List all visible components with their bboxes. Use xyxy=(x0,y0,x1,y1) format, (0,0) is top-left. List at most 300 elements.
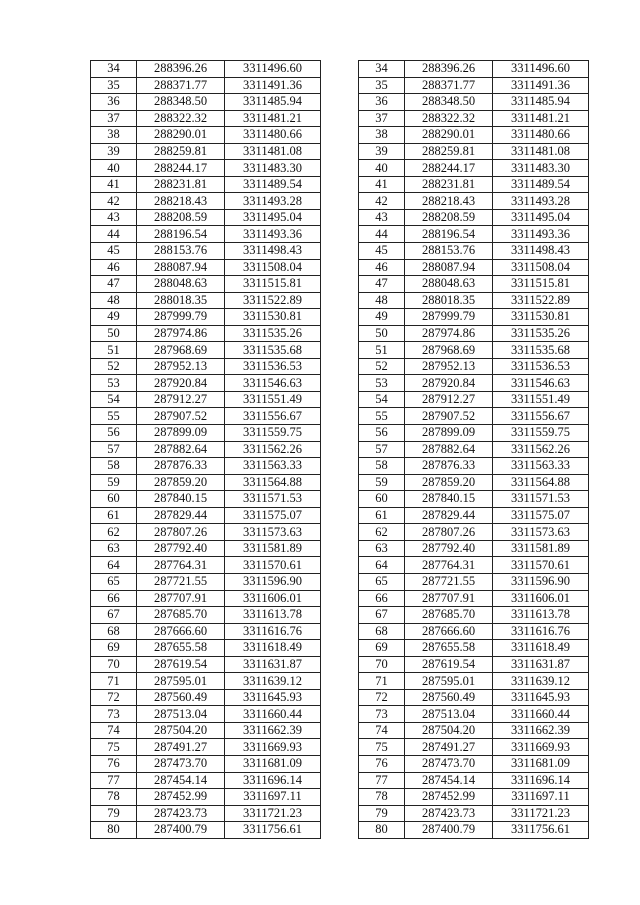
point-number-cell: 66 xyxy=(91,590,137,607)
table-row xyxy=(91,755,321,772)
point-number-cell: 71 xyxy=(359,673,405,690)
x-coordinate-cell: 287952.13 xyxy=(137,358,225,375)
point-number-cell: 34 xyxy=(359,61,405,78)
x-coordinate-cell: 287907.52 xyxy=(137,408,225,425)
point-number-cell: 68 xyxy=(359,623,405,640)
table-row xyxy=(91,193,321,210)
x-coordinate-cell: 287666.60 xyxy=(405,623,493,640)
x-coordinate-cell: 288153.76 xyxy=(137,243,225,260)
table-row xyxy=(359,325,589,342)
point-number-cell: 42 xyxy=(359,193,405,210)
x-coordinate-cell: 288371.77 xyxy=(137,77,225,94)
table-row xyxy=(91,491,321,508)
point-number-cell: 56 xyxy=(359,425,405,442)
point-number-cell: 72 xyxy=(91,689,137,706)
point-number-cell: 43 xyxy=(91,209,137,226)
table-row xyxy=(359,243,589,260)
table-row xyxy=(91,590,321,607)
point-number-cell: 78 xyxy=(359,789,405,806)
table-row xyxy=(359,176,589,193)
table-row xyxy=(91,656,321,673)
x-coordinate-cell: 288259.81 xyxy=(137,143,225,160)
table-row xyxy=(359,226,589,243)
x-coordinate-cell: 287859.20 xyxy=(405,474,493,491)
point-number-cell: 54 xyxy=(359,391,405,408)
y-coordinate-cell: 3311495.04 xyxy=(493,209,589,226)
point-number-cell: 74 xyxy=(359,722,405,739)
x-coordinate-cell: 287400.79 xyxy=(137,822,225,839)
table-row xyxy=(359,110,589,127)
table-row xyxy=(359,822,589,839)
x-coordinate-cell: 287423.73 xyxy=(137,805,225,822)
point-number-cell: 52 xyxy=(359,358,405,375)
x-coordinate-cell: 287655.58 xyxy=(137,640,225,657)
y-coordinate-cell: 3311495.04 xyxy=(225,209,321,226)
y-coordinate-cell: 3311483.30 xyxy=(225,160,321,177)
x-coordinate-cell: 287829.44 xyxy=(405,507,493,524)
y-coordinate-cell: 3311556.67 xyxy=(225,408,321,425)
point-number-cell: 73 xyxy=(359,706,405,723)
y-coordinate-cell: 3311639.12 xyxy=(493,673,589,690)
point-number-cell: 41 xyxy=(359,176,405,193)
x-coordinate-cell: 287707.91 xyxy=(137,590,225,607)
table-row xyxy=(359,259,589,276)
point-number-cell: 73 xyxy=(91,706,137,723)
coordinate-table-right xyxy=(358,60,589,839)
x-coordinate-cell: 288396.26 xyxy=(137,61,225,78)
table-row xyxy=(91,540,321,557)
y-coordinate-cell: 3311563.33 xyxy=(493,458,589,475)
x-coordinate-cell: 287968.69 xyxy=(405,342,493,359)
table-row xyxy=(91,689,321,706)
x-coordinate-cell: 287792.40 xyxy=(137,540,225,557)
y-coordinate-cell: 3311530.81 xyxy=(493,309,589,326)
table-row xyxy=(359,573,589,590)
y-coordinate-cell: 3311697.11 xyxy=(493,789,589,806)
point-number-cell: 37 xyxy=(91,110,137,127)
table-row xyxy=(91,425,321,442)
point-number-cell: 71 xyxy=(91,673,137,690)
point-number-cell: 61 xyxy=(359,507,405,524)
x-coordinate-cell: 288290.01 xyxy=(405,127,493,144)
table-row xyxy=(359,425,589,442)
table-row xyxy=(359,689,589,706)
y-coordinate-cell: 3311681.09 xyxy=(225,755,321,772)
point-number-cell: 40 xyxy=(91,160,137,177)
y-coordinate-cell: 3311508.04 xyxy=(225,259,321,276)
y-coordinate-cell: 3311481.21 xyxy=(225,110,321,127)
y-coordinate-cell: 3311697.11 xyxy=(225,789,321,806)
x-coordinate-cell: 288048.63 xyxy=(137,276,225,293)
y-coordinate-cell: 3311489.54 xyxy=(225,176,321,193)
y-coordinate-cell: 3311645.93 xyxy=(225,689,321,706)
table-row xyxy=(359,640,589,657)
x-coordinate-cell: 287452.99 xyxy=(405,789,493,806)
x-coordinate-cell: 288048.63 xyxy=(405,276,493,293)
y-coordinate-cell: 3311536.53 xyxy=(225,358,321,375)
table-row xyxy=(359,607,589,624)
x-coordinate-cell: 288348.50 xyxy=(137,94,225,111)
y-coordinate-cell: 3311559.75 xyxy=(493,425,589,442)
y-coordinate-cell: 3311564.88 xyxy=(493,474,589,491)
x-coordinate-cell: 287907.52 xyxy=(405,408,493,425)
table-row xyxy=(359,441,589,458)
point-number-cell: 36 xyxy=(91,94,137,111)
x-coordinate-cell: 287829.44 xyxy=(137,507,225,524)
y-coordinate-cell: 3311481.21 xyxy=(493,110,589,127)
table-row xyxy=(359,391,589,408)
y-coordinate-cell: 3311613.78 xyxy=(225,607,321,624)
point-number-cell: 47 xyxy=(359,276,405,293)
point-number-cell: 59 xyxy=(91,474,137,491)
table-row xyxy=(91,143,321,160)
point-number-cell: 35 xyxy=(91,77,137,94)
y-coordinate-cell: 3311483.30 xyxy=(493,160,589,177)
x-coordinate-cell: 287473.70 xyxy=(405,755,493,772)
x-coordinate-cell: 287912.27 xyxy=(405,391,493,408)
x-coordinate-cell: 287400.79 xyxy=(405,822,493,839)
x-coordinate-cell: 287882.64 xyxy=(405,441,493,458)
point-number-cell: 49 xyxy=(359,309,405,326)
x-coordinate-cell: 288018.35 xyxy=(137,292,225,309)
point-number-cell: 51 xyxy=(359,342,405,359)
y-coordinate-cell: 3311536.53 xyxy=(493,358,589,375)
point-number-cell: 37 xyxy=(359,110,405,127)
point-number-cell: 45 xyxy=(359,243,405,260)
x-coordinate-cell: 287491.27 xyxy=(137,739,225,756)
table-row xyxy=(359,739,589,756)
y-coordinate-cell: 3311493.28 xyxy=(225,193,321,210)
table-row xyxy=(91,822,321,839)
x-coordinate-cell: 287504.20 xyxy=(405,722,493,739)
point-number-cell: 62 xyxy=(91,524,137,541)
table-row xyxy=(359,755,589,772)
x-coordinate-cell: 287491.27 xyxy=(405,739,493,756)
point-number-cell: 39 xyxy=(91,143,137,160)
x-coordinate-cell: 287707.91 xyxy=(405,590,493,607)
x-coordinate-cell: 288218.43 xyxy=(137,193,225,210)
point-number-cell: 68 xyxy=(91,623,137,640)
y-coordinate-cell: 3311696.14 xyxy=(493,772,589,789)
y-coordinate-cell: 3311571.53 xyxy=(225,491,321,508)
point-number-cell: 80 xyxy=(91,822,137,839)
x-coordinate-cell: 287619.54 xyxy=(405,656,493,673)
point-number-cell: 55 xyxy=(91,408,137,425)
point-number-cell: 58 xyxy=(91,458,137,475)
x-coordinate-cell: 288218.43 xyxy=(405,193,493,210)
y-coordinate-cell: 3311508.04 xyxy=(493,259,589,276)
table-row xyxy=(359,193,589,210)
x-coordinate-cell: 287807.26 xyxy=(137,524,225,541)
table-row xyxy=(91,309,321,326)
table-row xyxy=(91,276,321,293)
x-coordinate-cell: 288231.81 xyxy=(137,176,225,193)
y-coordinate-cell: 3311491.36 xyxy=(493,77,589,94)
y-coordinate-cell: 3311535.68 xyxy=(225,342,321,359)
x-coordinate-cell: 287560.49 xyxy=(137,689,225,706)
y-coordinate-cell: 3311662.39 xyxy=(493,722,589,739)
y-coordinate-cell: 3311618.49 xyxy=(493,640,589,657)
y-coordinate-cell: 3311660.44 xyxy=(493,706,589,723)
point-number-cell: 66 xyxy=(359,590,405,607)
point-number-cell: 61 xyxy=(91,507,137,524)
point-number-cell: 54 xyxy=(91,391,137,408)
table-row xyxy=(359,557,589,574)
table-row xyxy=(91,342,321,359)
point-number-cell: 47 xyxy=(91,276,137,293)
table-row xyxy=(91,176,321,193)
coordinate-table-left xyxy=(90,60,321,839)
y-coordinate-cell: 3311546.63 xyxy=(493,375,589,392)
table-row xyxy=(359,94,589,111)
y-coordinate-cell: 3311564.88 xyxy=(225,474,321,491)
y-coordinate-cell: 3311669.93 xyxy=(225,739,321,756)
table-row xyxy=(91,94,321,111)
table-row xyxy=(91,61,321,78)
x-coordinate-cell: 288322.32 xyxy=(405,110,493,127)
table-row xyxy=(91,243,321,260)
point-number-cell: 74 xyxy=(91,722,137,739)
y-coordinate-cell: 3311485.94 xyxy=(493,94,589,111)
x-coordinate-cell: 287666.60 xyxy=(137,623,225,640)
y-coordinate-cell: 3311681.09 xyxy=(493,755,589,772)
point-number-cell: 60 xyxy=(359,491,405,508)
point-number-cell: 69 xyxy=(359,640,405,657)
y-coordinate-cell: 3311530.81 xyxy=(225,309,321,326)
x-coordinate-cell: 287968.69 xyxy=(137,342,225,359)
table-row xyxy=(91,77,321,94)
table-row xyxy=(91,706,321,723)
point-number-cell: 63 xyxy=(91,540,137,557)
y-coordinate-cell: 3311546.63 xyxy=(225,375,321,392)
point-number-cell: 75 xyxy=(91,739,137,756)
x-coordinate-cell: 287882.64 xyxy=(137,441,225,458)
point-number-cell: 50 xyxy=(91,325,137,342)
table-row xyxy=(359,706,589,723)
point-number-cell: 70 xyxy=(359,656,405,673)
y-coordinate-cell: 3311563.33 xyxy=(225,458,321,475)
x-coordinate-cell: 287999.79 xyxy=(405,309,493,326)
table-row xyxy=(359,276,589,293)
table-row xyxy=(91,110,321,127)
point-number-cell: 76 xyxy=(359,755,405,772)
y-coordinate-cell: 3311493.36 xyxy=(493,226,589,243)
x-coordinate-cell: 288259.81 xyxy=(405,143,493,160)
y-coordinate-cell: 3311551.49 xyxy=(225,391,321,408)
x-coordinate-cell: 287454.14 xyxy=(137,772,225,789)
table-row xyxy=(359,507,589,524)
point-number-cell: 64 xyxy=(359,557,405,574)
y-coordinate-cell: 3311573.63 xyxy=(225,524,321,541)
point-number-cell: 64 xyxy=(91,557,137,574)
table-row xyxy=(359,458,589,475)
x-coordinate-cell: 287619.54 xyxy=(137,656,225,673)
y-coordinate-cell: 3311613.78 xyxy=(493,607,589,624)
x-coordinate-cell: 288244.17 xyxy=(405,160,493,177)
table-row xyxy=(359,61,589,78)
y-coordinate-cell: 3311575.07 xyxy=(225,507,321,524)
point-number-cell: 44 xyxy=(91,226,137,243)
y-coordinate-cell: 3311581.89 xyxy=(493,540,589,557)
y-coordinate-cell: 3311606.01 xyxy=(493,590,589,607)
table-row xyxy=(91,640,321,657)
x-coordinate-cell: 288396.26 xyxy=(405,61,493,78)
table-row xyxy=(91,375,321,392)
point-number-cell: 57 xyxy=(91,441,137,458)
y-coordinate-cell: 3311756.61 xyxy=(493,822,589,839)
x-coordinate-cell: 287876.33 xyxy=(137,458,225,475)
point-number-cell: 67 xyxy=(91,607,137,624)
point-number-cell: 53 xyxy=(359,375,405,392)
table-row xyxy=(359,474,589,491)
table-row xyxy=(359,292,589,309)
y-coordinate-cell: 3311493.28 xyxy=(493,193,589,210)
table-row xyxy=(91,259,321,276)
table-row xyxy=(91,772,321,789)
point-number-cell: 60 xyxy=(91,491,137,508)
y-coordinate-cell: 3311662.39 xyxy=(225,722,321,739)
table-row xyxy=(359,491,589,508)
point-number-cell: 45 xyxy=(91,243,137,260)
y-coordinate-cell: 3311522.89 xyxy=(225,292,321,309)
x-coordinate-cell: 287452.99 xyxy=(137,789,225,806)
coordinate-table-right-body xyxy=(359,61,589,839)
y-coordinate-cell: 3311721.23 xyxy=(225,805,321,822)
y-coordinate-cell: 3311535.68 xyxy=(493,342,589,359)
point-number-cell: 79 xyxy=(359,805,405,822)
table-row xyxy=(359,209,589,226)
table-row xyxy=(359,590,589,607)
x-coordinate-cell: 287504.20 xyxy=(137,722,225,739)
point-number-cell: 42 xyxy=(91,193,137,210)
x-coordinate-cell: 287840.15 xyxy=(405,491,493,508)
x-coordinate-cell: 287721.55 xyxy=(405,573,493,590)
point-number-cell: 40 xyxy=(359,160,405,177)
table-row xyxy=(359,789,589,806)
point-number-cell: 63 xyxy=(359,540,405,557)
x-coordinate-cell: 287876.33 xyxy=(405,458,493,475)
y-coordinate-cell: 3311575.07 xyxy=(493,507,589,524)
y-coordinate-cell: 3311562.26 xyxy=(225,441,321,458)
point-number-cell: 72 xyxy=(359,689,405,706)
table-row xyxy=(91,573,321,590)
table-row xyxy=(359,127,589,144)
y-coordinate-cell: 3311535.26 xyxy=(493,325,589,342)
y-coordinate-cell: 3311496.60 xyxy=(493,61,589,78)
x-coordinate-cell: 288208.59 xyxy=(405,209,493,226)
point-number-cell: 38 xyxy=(91,127,137,144)
x-coordinate-cell: 288348.50 xyxy=(405,94,493,111)
y-coordinate-cell: 3311639.12 xyxy=(225,673,321,690)
table-row xyxy=(359,623,589,640)
point-number-cell: 80 xyxy=(359,822,405,839)
point-number-cell: 48 xyxy=(91,292,137,309)
y-coordinate-cell: 3311493.36 xyxy=(225,226,321,243)
y-coordinate-cell: 3311570.61 xyxy=(225,557,321,574)
table-row xyxy=(91,127,321,144)
y-coordinate-cell: 3311596.90 xyxy=(493,573,589,590)
table-row xyxy=(91,507,321,524)
point-number-cell: 51 xyxy=(91,342,137,359)
y-coordinate-cell: 3311660.44 xyxy=(225,706,321,723)
y-coordinate-cell: 3311616.76 xyxy=(225,623,321,640)
point-number-cell: 38 xyxy=(359,127,405,144)
table-row xyxy=(359,805,589,822)
table-row xyxy=(91,739,321,756)
y-coordinate-cell: 3311481.08 xyxy=(225,143,321,160)
y-coordinate-cell: 3311515.81 xyxy=(493,276,589,293)
x-coordinate-cell: 287999.79 xyxy=(137,309,225,326)
table-row xyxy=(91,408,321,425)
point-number-cell: 53 xyxy=(91,375,137,392)
point-number-cell: 76 xyxy=(91,755,137,772)
table-row xyxy=(359,540,589,557)
y-coordinate-cell: 3311616.76 xyxy=(493,623,589,640)
point-number-cell: 48 xyxy=(359,292,405,309)
point-number-cell: 77 xyxy=(91,772,137,789)
table-row xyxy=(359,375,589,392)
y-coordinate-cell: 3311606.01 xyxy=(225,590,321,607)
y-coordinate-cell: 3311498.43 xyxy=(493,243,589,260)
point-number-cell: 49 xyxy=(91,309,137,326)
table-row xyxy=(91,607,321,624)
y-coordinate-cell: 3311535.26 xyxy=(225,325,321,342)
x-coordinate-cell: 287721.55 xyxy=(137,573,225,590)
x-coordinate-cell: 287685.70 xyxy=(137,607,225,624)
point-number-cell: 70 xyxy=(91,656,137,673)
y-coordinate-cell: 3311489.54 xyxy=(493,176,589,193)
y-coordinate-cell: 3311645.93 xyxy=(493,689,589,706)
point-number-cell: 65 xyxy=(91,573,137,590)
x-coordinate-cell: 287974.86 xyxy=(137,325,225,342)
y-coordinate-cell: 3311596.90 xyxy=(225,573,321,590)
x-coordinate-cell: 287920.84 xyxy=(137,375,225,392)
x-coordinate-cell: 287513.04 xyxy=(137,706,225,723)
point-number-cell: 50 xyxy=(359,325,405,342)
table-row xyxy=(91,391,321,408)
x-coordinate-cell: 287560.49 xyxy=(405,689,493,706)
table-row xyxy=(91,524,321,541)
table-row xyxy=(359,772,589,789)
x-coordinate-cell: 287764.31 xyxy=(405,557,493,574)
point-number-cell: 67 xyxy=(359,607,405,624)
point-number-cell: 36 xyxy=(359,94,405,111)
x-coordinate-cell: 287454.14 xyxy=(405,772,493,789)
table-row xyxy=(359,722,589,739)
point-number-cell: 58 xyxy=(359,458,405,475)
x-coordinate-cell: 287859.20 xyxy=(137,474,225,491)
table-row xyxy=(91,789,321,806)
y-coordinate-cell: 3311491.36 xyxy=(225,77,321,94)
table-row xyxy=(91,226,321,243)
table-row xyxy=(91,209,321,226)
x-coordinate-cell: 287899.09 xyxy=(405,425,493,442)
x-coordinate-cell: 288196.54 xyxy=(137,226,225,243)
table-row xyxy=(91,673,321,690)
point-number-cell: 44 xyxy=(359,226,405,243)
table-row xyxy=(91,623,321,640)
table-row xyxy=(91,325,321,342)
table-row xyxy=(91,292,321,309)
x-coordinate-cell: 288018.35 xyxy=(405,292,493,309)
point-number-cell: 43 xyxy=(359,209,405,226)
point-number-cell: 46 xyxy=(359,259,405,276)
table-row xyxy=(91,805,321,822)
x-coordinate-cell: 287473.70 xyxy=(137,755,225,772)
point-number-cell: 69 xyxy=(91,640,137,657)
table-row xyxy=(359,524,589,541)
y-coordinate-cell: 3311551.49 xyxy=(493,391,589,408)
